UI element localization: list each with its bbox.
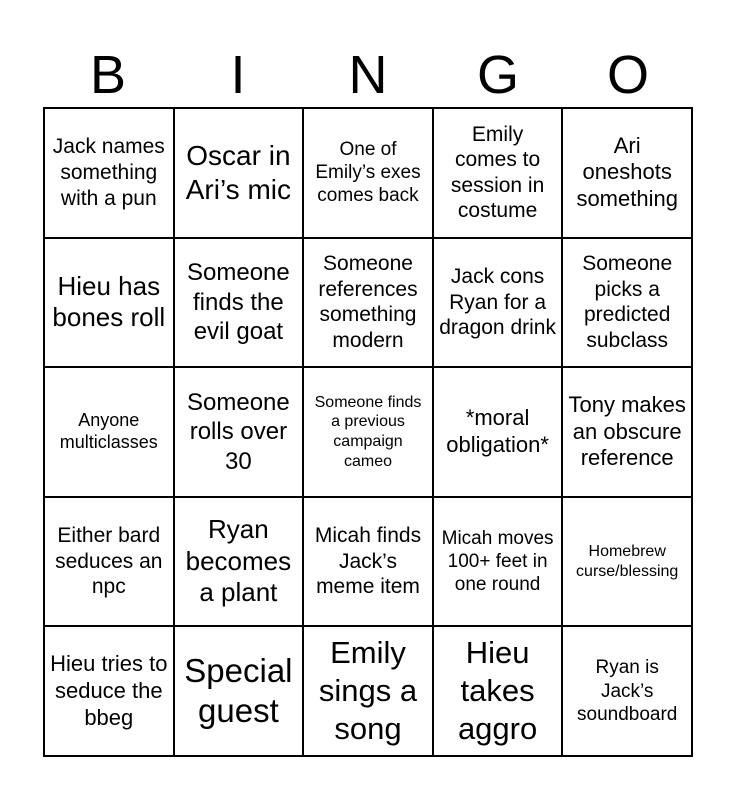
- cell-text: *moral obligation*: [446, 405, 549, 457]
- bingo-cell-5-1[interactable]: [44, 626, 174, 756]
- cell-text: Ryan is Jack’s soundboard: [577, 657, 678, 725]
- cell-text: Hieu takes aggro: [457, 635, 538, 747]
- bingo-cell-5-5[interactable]: [562, 626, 692, 756]
- bingo-cell-3-1[interactable]: [44, 367, 174, 497]
- bingo-cell-1-2[interactable]: [174, 108, 304, 238]
- cell-text: Someone finds the evil goat: [187, 259, 290, 346]
- cell-text: Jack names something with a pun: [52, 135, 165, 210]
- bingo-cell-1-4[interactable]: [433, 108, 563, 238]
- bingo-cell-5-3[interactable]: [303, 626, 433, 756]
- bingo-cell-5-4[interactable]: [433, 626, 563, 756]
- cell-text: Emily sings a song: [318, 635, 418, 747]
- cell-text: Jack cons Ryan for a dragon drink: [439, 264, 556, 340]
- bingo-cell-3-2[interactable]: [174, 367, 304, 497]
- bingo-cell-3-3[interactable]: [303, 367, 433, 497]
- cell-text: Homebrew curse/blessing: [576, 543, 679, 580]
- bingo-cell-2-2[interactable]: [174, 238, 304, 368]
- header-letter-i: I: [230, 45, 246, 105]
- cell-text: Someone rolls over 30: [187, 389, 290, 475]
- bingo-cell-3-4[interactable]: [433, 367, 563, 497]
- cell-text: Someone picks a predicted subclass: [582, 252, 673, 352]
- header-letter-n: N: [348, 45, 388, 105]
- bingo-header: [43, 42, 693, 108]
- header-letter-b: B: [89, 45, 127, 105]
- bingo-cell-2-5[interactable]: [562, 238, 692, 368]
- bingo-cell-4-4[interactable]: [433, 497, 563, 627]
- cell-text: Micah finds Jack’s meme item: [314, 524, 422, 599]
- cell-text: Hieu has bones roll: [52, 270, 166, 333]
- cell-text: Someone references something modern: [318, 252, 418, 352]
- header-letter-g: G: [476, 45, 519, 105]
- bingo-cell-4-2[interactable]: [174, 497, 304, 627]
- bingo-cell-1-3[interactable]: [303, 108, 433, 238]
- cell-text: Anyone multiclasses: [59, 410, 158, 452]
- cell-text: Ari oneshots something: [576, 132, 678, 212]
- header-letter-o: O: [606, 45, 649, 105]
- cell-text: Either bard seduces an npc: [55, 524, 163, 599]
- bingo-cell-4-3[interactable]: [303, 497, 433, 627]
- bingo-cell-1-1[interactable]: [44, 108, 174, 238]
- bingo-grid: [43, 107, 693, 757]
- cell-text: Emily comes to session in costume: [450, 122, 545, 223]
- bingo-cell-4-5[interactable]: [562, 497, 692, 627]
- bingo-cell-5-2[interactable]: [174, 626, 304, 756]
- cell-text: Oscar in Ari’s mic: [185, 139, 292, 205]
- bingo-cell-2-3[interactable]: [303, 238, 433, 368]
- bingo-cell-1-5[interactable]: [562, 108, 692, 238]
- cell-text: Hieu tries to seduce the bbeg: [50, 650, 168, 730]
- cell-text: Special guest: [184, 651, 293, 730]
- cell-text: Someone finds a previous campaign cameo: [314, 393, 422, 470]
- cell-text: Ryan becomes a plant: [185, 514, 292, 608]
- cell-text: One of Emily’s exes comes back: [315, 139, 421, 207]
- cell-text: Tony makes an obscure reference: [568, 391, 686, 471]
- bingo-cell-2-1[interactable]: [44, 238, 174, 368]
- bingo-cell-2-4[interactable]: [433, 238, 563, 368]
- bingo-cell-3-5[interactable]: [562, 367, 692, 497]
- cell-text: Micah moves 100+ feet in one round: [441, 527, 554, 596]
- bingo-cell-4-1[interactable]: [44, 497, 174, 627]
